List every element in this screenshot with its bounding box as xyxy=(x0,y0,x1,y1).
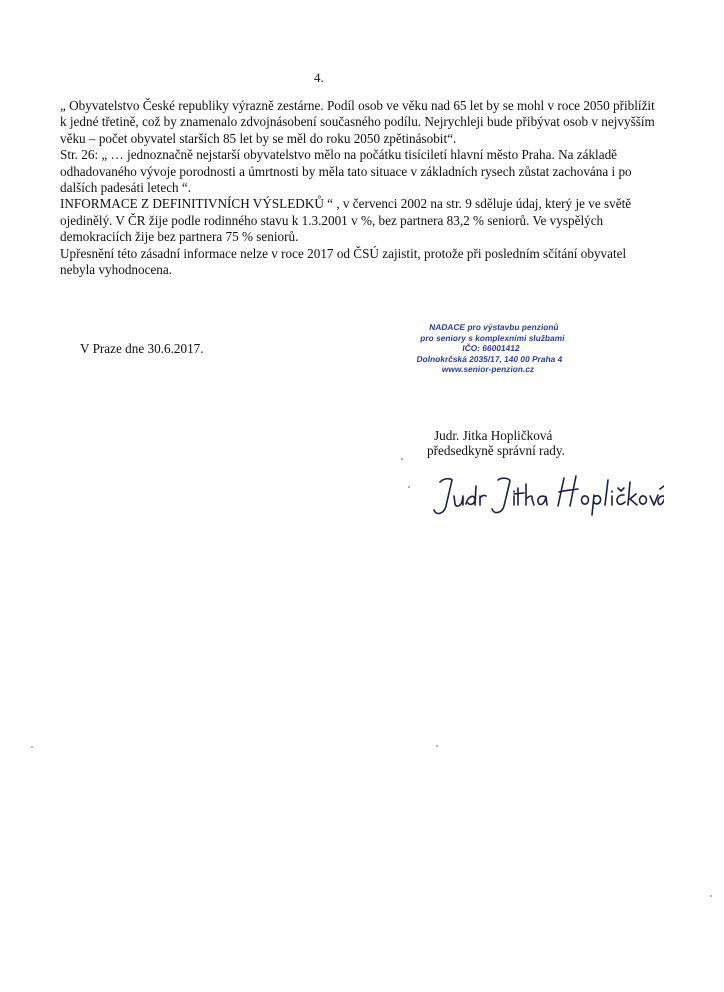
stamp-line-website: www.senior-penzion.cz xyxy=(441,364,535,375)
stamp-line-ico: IČO: 66001412 xyxy=(461,343,521,354)
scan-speck xyxy=(31,746,33,748)
handwritten-signature xyxy=(428,466,664,522)
signer-role: předsedkyně správní rady. xyxy=(427,443,565,458)
quote-paragraph: „ Obyvatelstvo České republiky výrazně zestárne. Podíl osob ve věku nad 65 let by se mohl v roce 2050 přiblížit k jedné třetině, což by znamenalo zdvojnásobení současného podílu. Nejrychleji bude přibývat osob v nejvyšším věku – počet obyvatel starších 85 let by se měl do roku 2050 zpětinásobit“. xyxy=(60,98,655,146)
scan-speck xyxy=(401,458,403,460)
clarification-paragraph: Upřesnění této zásadní informace nelze v roce 2017 od ČSÚ zajistit, protože při posledním sčítání obyvatel nebyla vyhodnocena. xyxy=(60,245,627,278)
scan-speck xyxy=(436,745,438,747)
page-26-quote-paragraph: Str. 26: „ … jednoznačně nejstarší obyvatelstvo mělo na počátku tisíciletí hlavní město Praha. Na základě odhadovaného vývoje porodnosti a úmrtnosti by měla tato situace v základních rysech zůstat zachována i po dalších padesáti letech “. xyxy=(60,147,632,196)
organization-stamp xyxy=(392,322,589,375)
census-results-paragraph: INFORMACE Z DEFINITIVNÍCH VÝSLEDKŮ “ , v červenci 2002 na str. 9 sděluje údaj, který je ve světě ojedinělý. V ČR žije podle rodinného stavu k 1.3.2001 v %, bez partnera 83,2 % seniorů. Ve vyspělých demokraciích žije bez partnera 75 % seniorů. xyxy=(60,196,632,245)
body-text xyxy=(60,98,660,278)
date-line: V Praze dne 30.6.2017. xyxy=(80,341,204,356)
signer-name: Judr. Jitka Hopličková xyxy=(434,428,553,443)
stamp-line-organization: NADACE pro výstavbu penzionů xyxy=(428,322,560,332)
scan-speck xyxy=(710,895,712,897)
stamp-line-subtitle: pro seniory s komplexními službami xyxy=(419,332,566,343)
stamp-line-address: Dolnokrčská 2035/17, 140 00 Praha 4 xyxy=(415,353,564,364)
scan-speck xyxy=(408,486,410,488)
page-number: 4. xyxy=(314,70,324,85)
